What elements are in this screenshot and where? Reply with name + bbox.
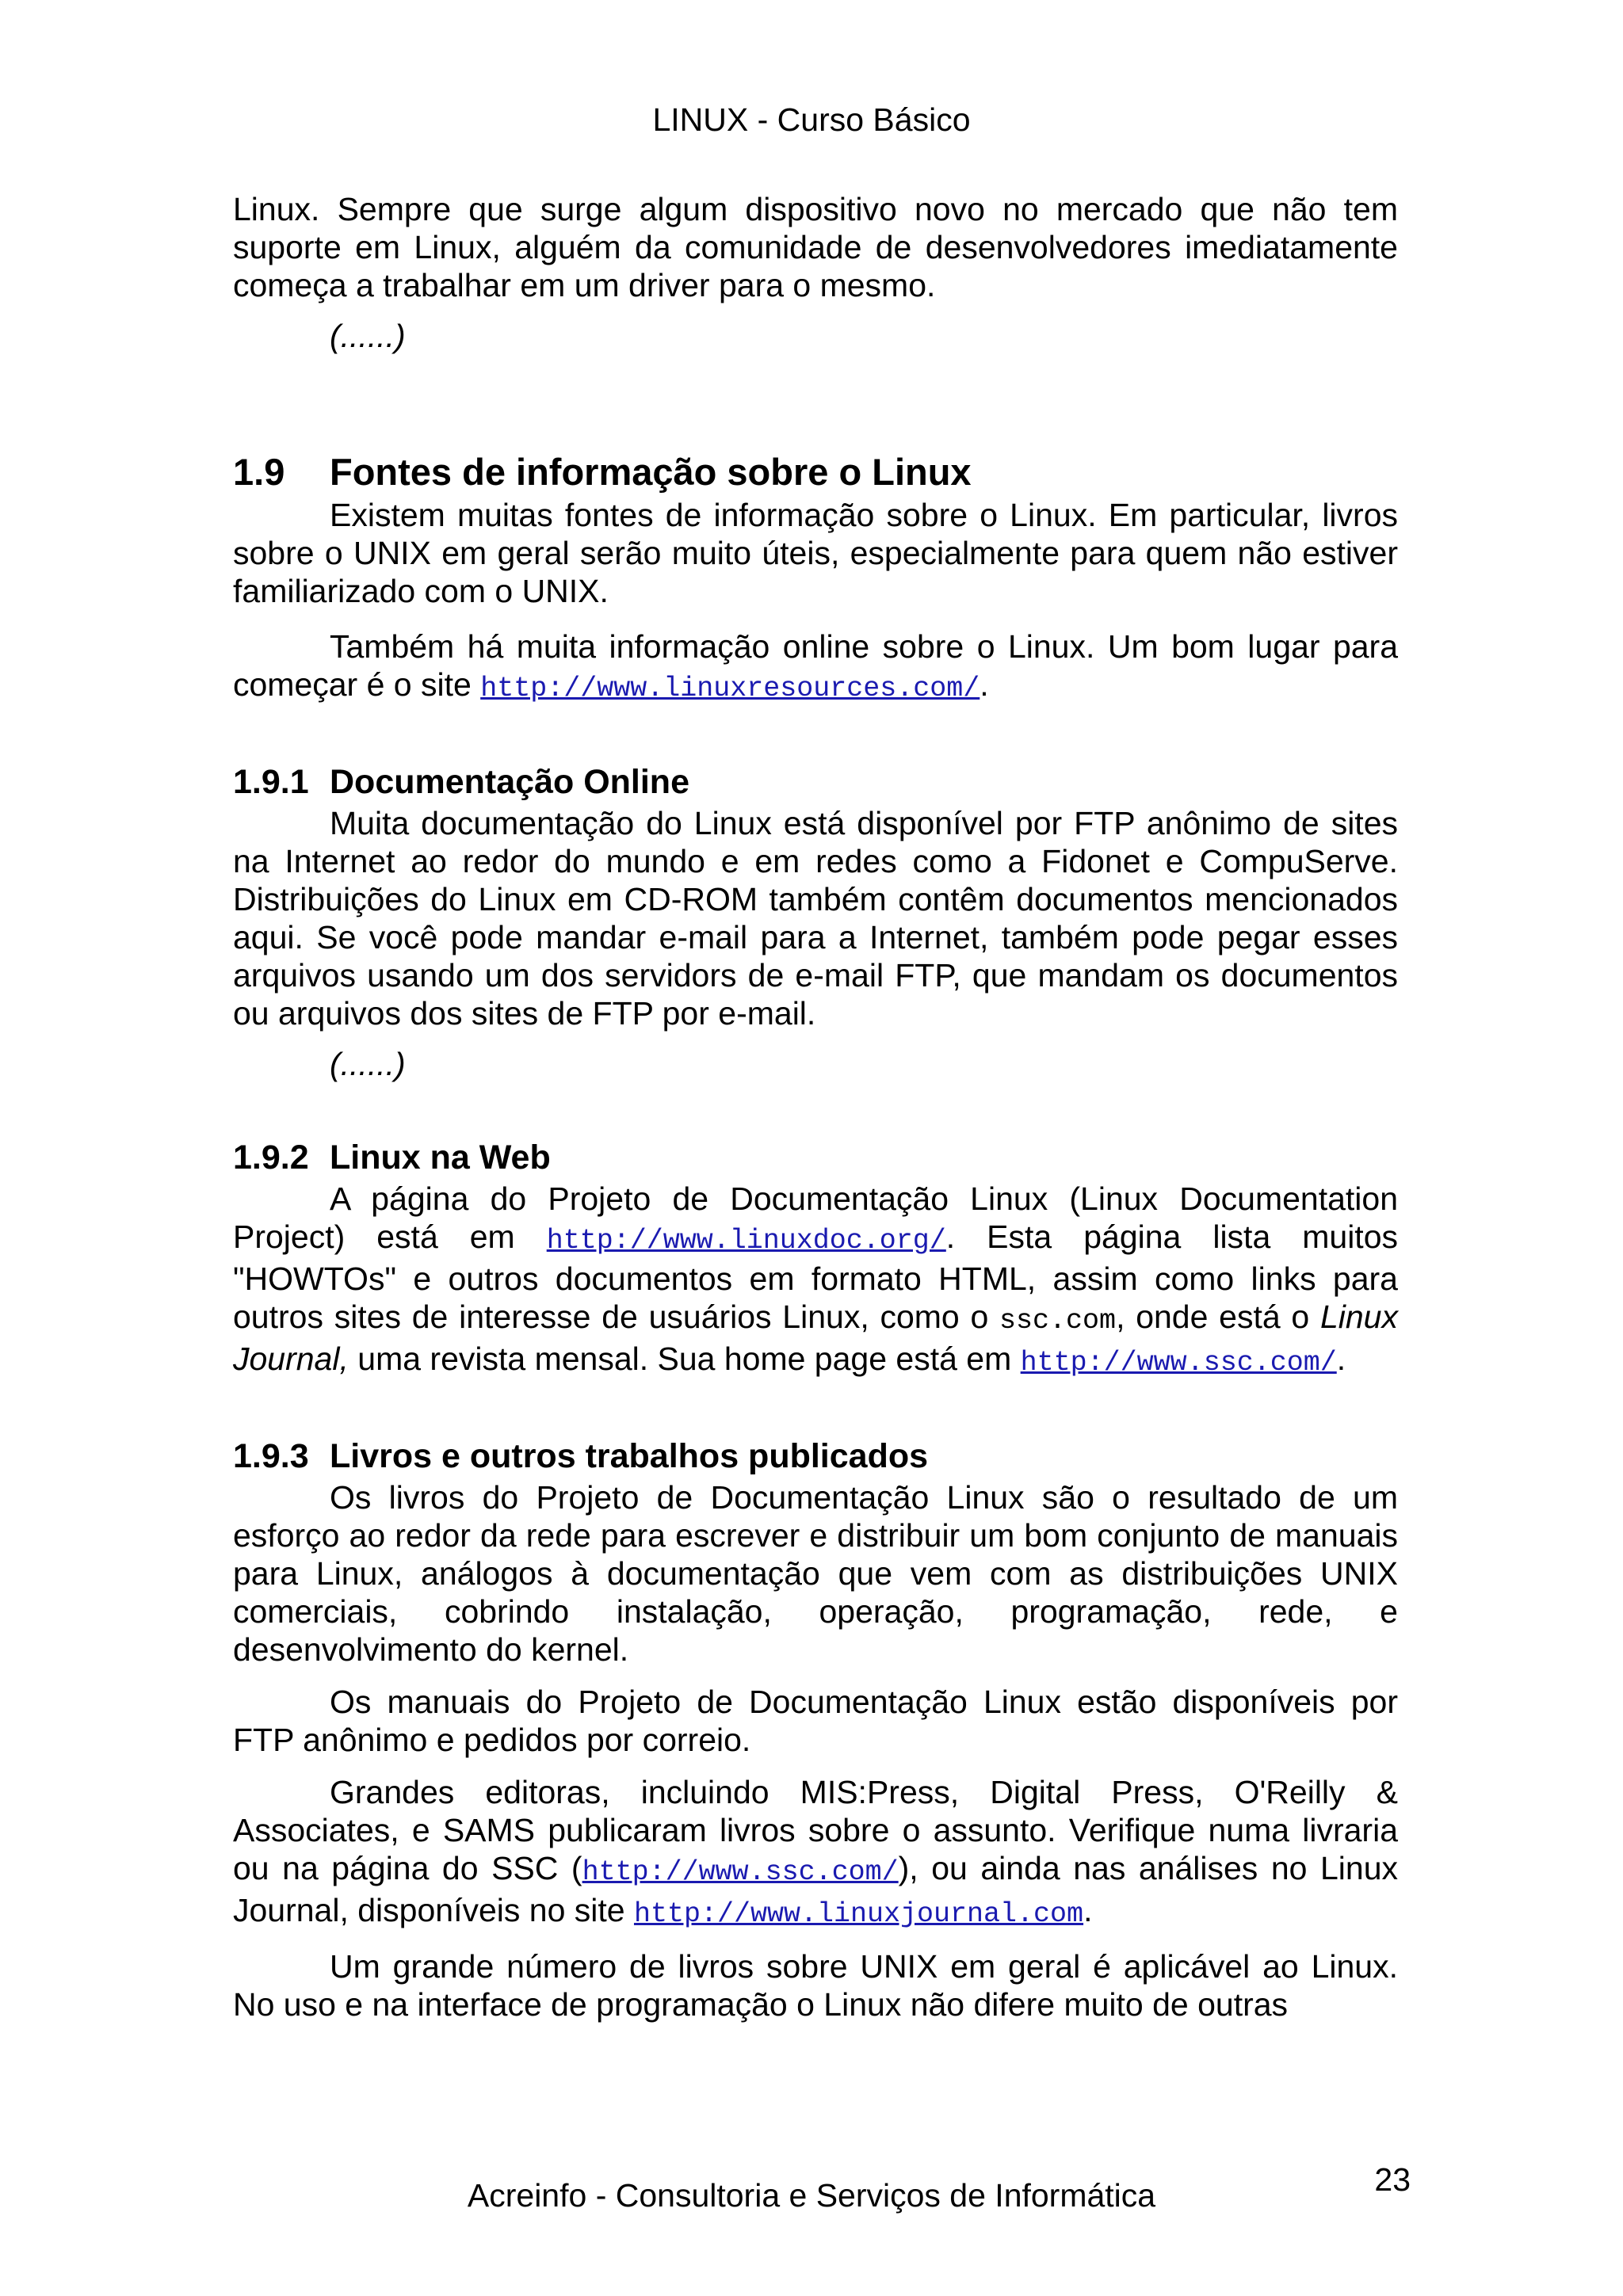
section-title: Livros e outros trabalhos publicados — [330, 1437, 929, 1475]
paragraph-text: . — [980, 666, 989, 703]
section-number: 1.9 — [233, 451, 285, 493]
section-title: Fontes de informação sobre o Linux — [330, 451, 972, 493]
paragraph-text: . Esta página lista muitos "HOWTOs" e outros documentos em formato HTML, assim como links para outros sites de interesse de usuários Linux, como o — [233, 1219, 1398, 1335]
inline-code: ssc.com — [999, 1305, 1117, 1337]
link-linuxjournal[interactable]: http://www.linuxjournal.com — [633, 1898, 1084, 1930]
ellipsis: (......) — [330, 1046, 406, 1082]
section-number: 1.9.1 — [233, 763, 309, 801]
paragraph-text: . — [1336, 1341, 1346, 1377]
paragraph-text: Também há muita informação online sobre o Linux. Um bom lugar para começar é o site — [233, 628, 1398, 703]
page-number: 23 — [1374, 2161, 1411, 2198]
paragraph: Existem muitas fontes de informação sobre o Linux. Em particular, livros sobre o UNIX em geral serão muito úteis, especialmente para quem não estiver familiarizado com o UNIX. — [233, 497, 1398, 609]
paragraph: Muita documentação do Linux está disponível por FTP anônimo de sites na Internet ao redor do mundo e em redes como a Fidonet e CompuServe. Distribuições do Linux em CD-ROM também contêm documentos mencionados aqui. Se você pode mandar e-mail para a Internet, também pode pegar esses arquivos usando um dos servidors de e-mail FTP, que mandam os documentos ou arquivos dos sites de FTP por e-mail. — [233, 805, 1398, 1032]
section-heading-1-9-1 — [233, 760, 1398, 804]
page-footer: Acreinfo - Consultoria e Serviços de Informática — [467, 2177, 1156, 2214]
link-ssc[interactable]: http://www.ssc.com/ — [582, 1856, 899, 1888]
link-linuxresources[interactable]: http://www.linuxresources.com/ — [480, 673, 980, 704]
paragraph: Os manuais do Projeto de Documentação Linux estão disponíveis por FTP anônimo e pedidos por correio. — [233, 1684, 1398, 1758]
section-title: Linux na Web — [330, 1138, 551, 1177]
paragraph-text: ), ou ainda nas análises no Linux Journal, disponíveis no site — [233, 1850, 1398, 1928]
paragraph-text: A página do Projeto de Documentação Linux (Linux Documentation Project) está em — [233, 1180, 1398, 1255]
paragraph: Os livros do Projeto de Documentação Linux são o resultado de um esforço ao redor da rede para escrever e distribuir um bom conjunto de manuais para Linux, análogos à documentação que vem com as distribuições UNIX comerciais, cobrindo instalação, operação, programação, rede, e desenvolvimento do kernel. — [233, 1479, 1398, 1668]
page-content — [233, 190, 1398, 2023]
paragraph — [233, 627, 1398, 707]
link-ssc[interactable]: http://www.ssc.com/ — [1020, 1347, 1337, 1379]
paragraph: Um grande número de livros sobre UNIX em geral é aplicável ao Linux. No uso e na interface de programação o Linux não difere muito de outras — [233, 1948, 1398, 2023]
paragraph-text: Grandes editoras, incluindo MIS:Press, Digital Press, O'Reilly & Associates, e SAMS publicaram livros sobre o assunto. Verifique numa livraria ou na página do SSC ( — [233, 1774, 1398, 1886]
paragraph — [233, 1773, 1398, 1933]
section-number: 1.9.3 — [233, 1437, 309, 1475]
paragraph — [233, 1180, 1398, 1382]
section-number: 1.9.2 — [233, 1138, 309, 1177]
section-heading-1-9-3 — [233, 1434, 1398, 1478]
link-linuxdoc[interactable]: http://www.linuxdoc.org/ — [546, 1225, 946, 1257]
page-header: LINUX - Curso Básico — [652, 101, 971, 138]
section-heading-1-9-2 — [233, 1135, 1398, 1180]
paragraph-text: , onde está o — [1116, 1299, 1320, 1335]
italic-text: Linux Journal, — [233, 1299, 1398, 1377]
paragraph-text: . — [1083, 1892, 1093, 1928]
section-heading-1-9 — [233, 448, 1398, 496]
ellipsis: (......) — [330, 318, 406, 354]
paragraph-text: uma revista mensal. Sua home page está em — [348, 1341, 1021, 1377]
section-title: Documentação Online — [330, 763, 689, 801]
intro-paragraph: Linux. Sempre que surge algum dispositivo novo no mercado que não tem suporte em Linux, alguém da comunidade de desenvolvedores imediatamente começa a trabalhar em um driver para o mesmo. — [233, 191, 1398, 303]
